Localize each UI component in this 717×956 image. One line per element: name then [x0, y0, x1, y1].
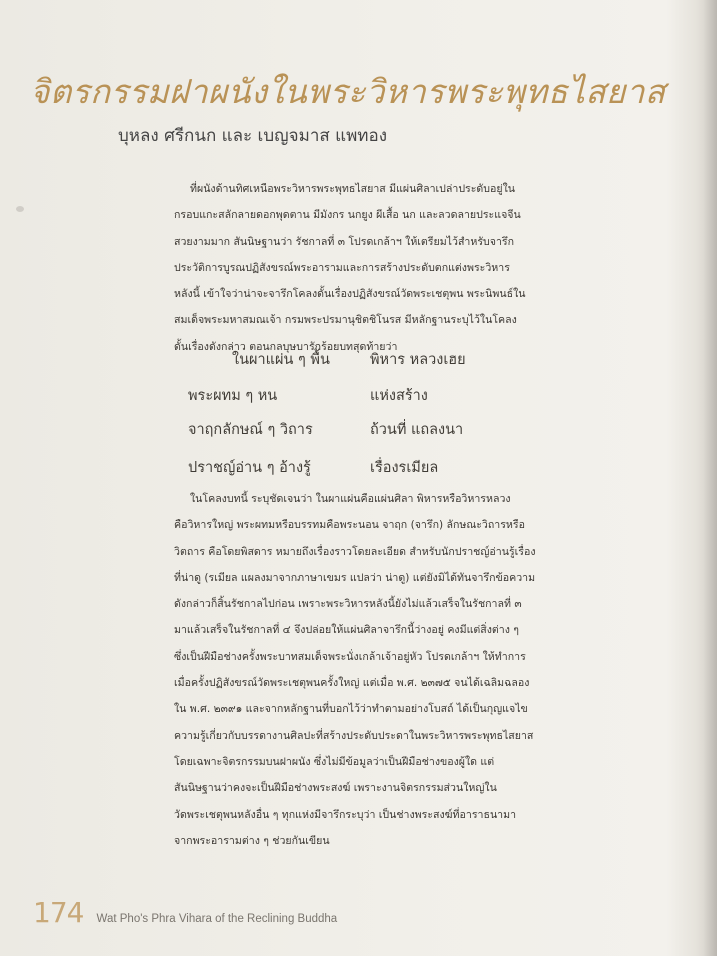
paragraph-line: สันนิษฐานว่าคงจะเป็นฝีมือช่างพระสงฆ์ เพราะงานจิตรกรรมส่วนใหญ่ใน — [174, 782, 497, 795]
paragraph-line: ความรู้เกี่ยวกับบรรดางานศิลปะที่สร้างประดับประดาในพระวิหารพระพุทธไสยาส — [174, 729, 534, 742]
paragraph-line: วิตถาร คือโดยพิสดาร หมายถึงเรื่องราวโดยละเอียด สำหรับนักปราชญ์อ่านรู้เรื่อง — [174, 545, 536, 558]
authors: บุหลง ศรีกนก และ เบญจมาส แพทอง — [118, 126, 388, 146]
paragraph-line: ที่ผนังด้านทิศเหนือพระวิหารพระพุทธไสยาส มีแผ่นศิลาเปล่าประดับอยู่ใน — [190, 183, 516, 195]
poem-line-3-right: ถ้วนที่ แถลงนา — [370, 422, 464, 438]
paragraph-line: จากพระอารามต่าง ๆ ช่วยกันเขียน — [174, 834, 330, 847]
paragraph-analysis — [174, 486, 556, 854]
running-book-title: Wat Pho's Phra Vihara of the Reclining Buddha — [96, 913, 338, 925]
paragraph-line: ในโคลงบทนี้ ระบุชัดเจนว่า ในผาแผ่นคือแผ่นศิลา พิหารหรือวิหารหลวง — [190, 493, 511, 505]
paragraph-line: ใน พ.ศ. ๒๓๙๑ และจากหลักฐานที่บอกไว้ว่าทำตามอย่างโบสถ์ ได้เป็นกุญแจไข — [174, 703, 528, 716]
page-title: จิตรกรรมฝาผนังในพระวิหารพระพุทธไสยาส — [30, 72, 666, 111]
paragraph-intro — [174, 176, 556, 360]
poem-line-1-right: พิหาร หลวงเฮย — [370, 352, 466, 368]
paragraph-line: ประวัติการบูรณปฏิสังขรณ์พระอารามและการสร้างประดับตกแต่งพระวิหาร — [174, 261, 510, 274]
paragraph-line: วัดพระเชตุพนหลังอื่น ๆ ทุกแห่งมีจารึกระบุว่า เป็นช่างพระสงฆ์ที่อาราธนามา — [174, 808, 517, 821]
paragraph-line: โดยเฉพาะจิตรกรรมบนฝาผนัง ซึ่งไม่มีข้อมูลว่าเป็นฝีมือช่างของผู้ใด แต่ — [174, 755, 495, 768]
poem-line-4-left: ปราชญ์อ่าน ๆ อ้างรู้ — [188, 460, 311, 476]
paragraph-line: ดังกล่าวก็สิ้นรัชกาลไปก่อน เพราะพระวิหารหลังนี้ยังไม่แล้วเสร็จในรัชกาลที่ ๓ — [174, 598, 522, 611]
poem-line-2-left: พระผทม ๆ หน — [188, 388, 278, 404]
paragraph-line: กรอบแกะสลักลายดอกพุดตาน มีมังกร นกยูง ผีเสื้อ นก และลวดลายประแจจีน — [174, 209, 521, 222]
page-number: 174 — [33, 896, 84, 929]
paragraph-line: สมเด็จพระมหาสมณเจ้า กรมพระปรมานุชิตชิโนรส มีหลักฐานระบุไว้ในโคลง — [174, 314, 517, 327]
page-footer — [33, 896, 337, 929]
paragraph-line: หลังนี้ เข้าใจว่าน่าจะจารึกโคลงดั้นเรื่องปฏิสังขรณ์วัดพระเชตุพน พระนิพนธ์ใน — [174, 288, 526, 301]
paper-mark — [16, 206, 24, 212]
page-edge-shadow — [703, 0, 717, 956]
paragraph-line: ดั้นเรื่องดังกล่าว ตอนกลบุษบารักร้อยบทสุดท้ายว่า — [174, 340, 398, 353]
paragraph-line: มาแล้วเสร็จในรัชกาลที่ ๔ จึงปล่อยให้แผ่นศิลาจารึกนี้ว่างอยู่ คงมีแต่สิ่งต่าง ๆ — [174, 624, 519, 637]
poem-line-4-right: เรื่องรเมียล — [370, 460, 439, 476]
paragraph-line: เมื่อครั้งปฏิสังขรณ์วัดพระเชตุพนครั้งใหญ่ แต่เมื่อ พ.ศ. ๒๓๗๕ จนได้เฉลิมฉลอง — [174, 677, 530, 690]
paragraph-line: คือวิหารใหญ่ พระผทมหรือบรรทมคือพระนอน จาฤก (จารึก) ลักษณะวิถารหรือ — [174, 519, 525, 532]
poem-line-2-right: แห่งสร้าง — [370, 388, 428, 404]
poem-line-3-left: จาฤกลักษณ์ ๆ วิถาร — [188, 422, 313, 438]
paragraph-line: ที่น่าดู (รเมียล แผลงมาจากภาษาเขมร แปลว่า น่าดู) แต่ยังมิได้ทันจารึกข้อความ — [174, 571, 536, 584]
paragraph-line: สวยงามมาก สันนิษฐานว่า รัชกาลที่ ๓ โปรดเกล้าฯ ให้เตรียมไว้สำหรับจารึก — [174, 235, 515, 248]
poem-line-1-left: ในผาแผ่น ๆ พื้น — [232, 352, 330, 368]
paragraph-line: ซึ่งเป็นฝีมือช่างครั้งพระบาทสมเด็จพระนั่งเกล้าเจ้าอยู่หัว โปรดเกล้าฯ ให้ทำการ — [174, 650, 526, 663]
